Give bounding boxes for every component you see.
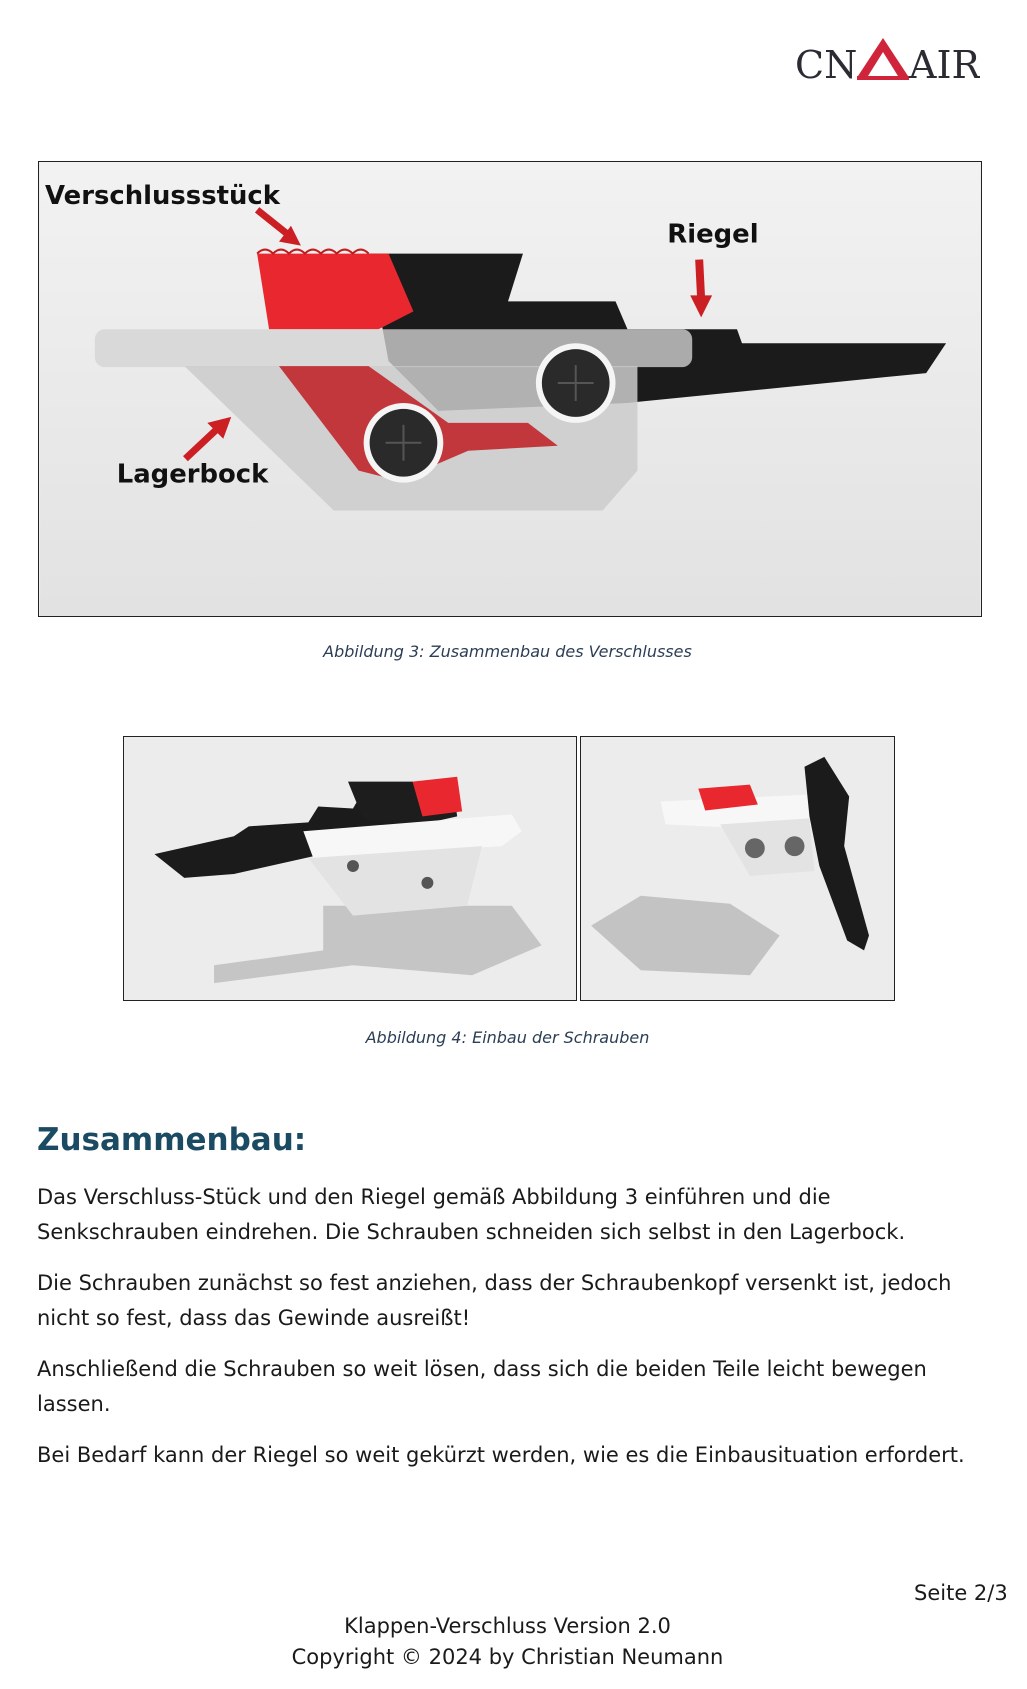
footer-copyright: Copyright © 2024 by Christian Neumann [291, 1645, 724, 1669]
section-heading: Zusammenbau: [37, 1122, 307, 1158]
logo-triangle-icon [858, 38, 908, 76]
figure-screws-image-right [580, 736, 895, 1001]
figure4-caption: Abbildung 4: Einbau der Schrauben [365, 1028, 650, 1047]
figure-screws-image-left [123, 736, 577, 1001]
paragraph-4: Bei Bedarf kann der Riegel so weit gekürzt werden, wie es die Einbausituation erfordert. [37, 1443, 965, 1467]
figure-assembly-image [38, 161, 982, 617]
assembly-render [39, 162, 981, 616]
page-number: Seite 2/3 [914, 1581, 1008, 1605]
footer-title: Klappen-Verschluss Version 2.0 [344, 1614, 671, 1638]
label-riegel: Riegel [667, 219, 759, 250]
figure3-caption: Abbildung 3: Zusammenbau des Verschlusses [323, 642, 692, 661]
verschlussstueck-part [257, 254, 413, 330]
paragraph-2: Die Schrauben zunächst so fest anziehen, dass der Schraubenkopf versenkt ist, jedoch nicht so fest, dass das Gewinde ausreißt! [37, 1271, 952, 1330]
paragraph-3: Anschließend die Schrauben so weit lösen, dass sich die beiden Teile leicht bewegen lassen. [37, 1357, 927, 1416]
cn-air-logo [795, 32, 980, 92]
screws-render-left [124, 737, 576, 1000]
label-verschlussstueck: Verschlussstück [45, 180, 280, 211]
screws-render-right [581, 737, 894, 1000]
logo-text-air: AIR [909, 43, 980, 87]
logo-text-cn: CN [795, 43, 858, 87]
section-body [37, 1180, 992, 1489]
paragraph-1: Das Verschluss-Stück und den Riegel gemäß Abbildung 3 einführen und die Senkschrauben eindrehen. Die Schrauben schneiden sich selbst in den Lagerbock. [37, 1185, 906, 1244]
logo-underline [857, 76, 909, 80]
label-lagerbock: Lagerbock [116, 459, 269, 490]
